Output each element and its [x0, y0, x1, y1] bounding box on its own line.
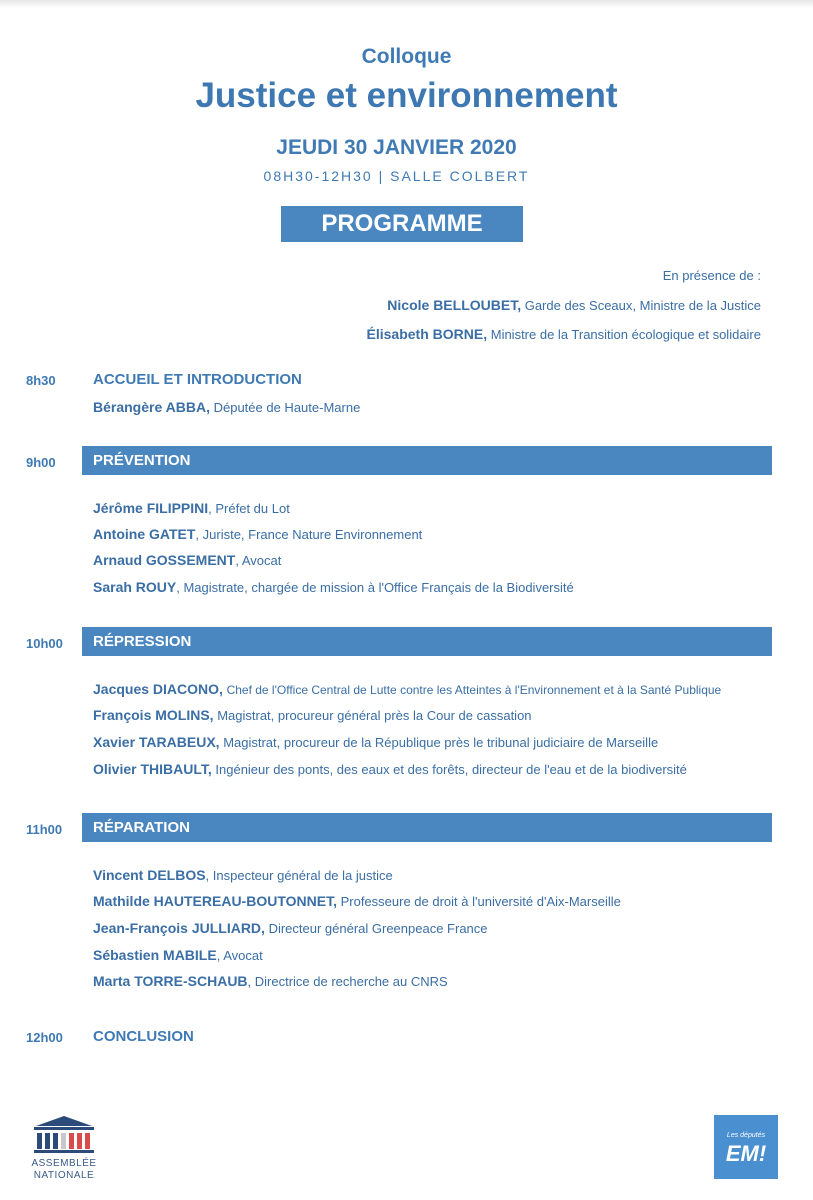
speaker-line: [93, 893, 621, 909]
speaker-name: Arnaud GOSSEMENT: [93, 552, 236, 568]
session-title: ACCUEIL ET INTRODUCTION: [93, 371, 302, 388]
speaker-role: Magistrat, procureur général près la Cour de cassation: [217, 708, 532, 723]
presence-guest: [387, 297, 761, 313]
deputes-em-logo: [714, 1115, 778, 1179]
speaker-role: Députée de Haute-Marne: [213, 400, 361, 415]
speaker-role: Directeur général Greenpeace France: [268, 921, 488, 936]
speaker-name: Antoine GATET: [93, 526, 196, 542]
programme-banner: PROGRAMME: [281, 206, 523, 242]
session-time: 12h00: [26, 1030, 63, 1045]
speaker-role: , Inspecteur général de la justice: [205, 868, 393, 883]
speaker-name: Sarah ROUY: [93, 579, 177, 595]
speaker-name: Olivier THIBAULT,: [93, 761, 212, 777]
speaker-line: [93, 761, 687, 777]
speaker-line: [93, 552, 281, 568]
speaker-role: , Magistrate, chargée de mission à l'Office Français de la Biodiversité: [176, 580, 574, 595]
speaker-name: François MOLINS,: [93, 707, 214, 723]
speaker-role: , Directrice de recherche au CNRS: [247, 974, 448, 989]
session-time: 10h00: [26, 636, 63, 651]
session-header-bar: [82, 813, 772, 842]
base-shape: [34, 1150, 94, 1153]
speaker-name: Jérôme FILIPPINI: [93, 500, 209, 516]
guest-role: Garde des Sceaux, Ministre de la Justice: [524, 298, 761, 313]
speaker-line: [93, 579, 574, 595]
em-logo-big-text: EM!: [725, 1141, 767, 1166]
pediment-shape: [36, 1116, 92, 1126]
session-header-bar: [82, 446, 772, 475]
colloque-label: Colloque: [361, 45, 452, 68]
session-title: RÉPARATION: [93, 819, 190, 836]
speaker-name: Xavier TARABEUX,: [93, 734, 220, 750]
speaker-line: [93, 681, 721, 697]
speaker-name: Jean-François JULLIARD,: [93, 920, 265, 936]
speaker-name: Sébastien MABILE: [93, 947, 217, 963]
speaker-line: [93, 734, 658, 750]
columns-group: [37, 1133, 90, 1149]
speaker-line: [93, 920, 488, 936]
top-edge-shadow: [0, 0, 813, 8]
session-header-bar: [82, 627, 772, 656]
speaker-role: Magistrat, procureur de la République près le tribunal judiciaire de Marseille: [223, 735, 659, 750]
em-logo-small-text: Les députés: [726, 1132, 766, 1139]
presence-intro: En présence de :: [662, 268, 761, 283]
presence-guest: [367, 326, 761, 342]
speaker-role: Professeure de droit à l'université d'Aix-Marseille: [340, 894, 621, 909]
speaker-name: Mathilde HAUTEREAU-BOUTONNET,: [93, 893, 337, 909]
session-title: CONCLUSION: [93, 1028, 194, 1045]
event-time-location: 08H30-12H30 | SALLE COLBERT: [263, 168, 530, 184]
speaker-line: [93, 867, 393, 883]
speaker-line: [93, 973, 448, 989]
speaker-role: , Préfet du Lot: [208, 501, 290, 516]
speaker-role: Chef de l'Office Central de Lutte contre les Atteintes à l'Environnement et à la Santé Publique: [226, 683, 722, 697]
entablature-shape: [34, 1127, 94, 1130]
speaker-name: Vincent DELBOS: [93, 867, 206, 883]
session-title: RÉPRESSION: [93, 633, 192, 650]
guest-role: Ministre de la Transition écologique et solidaire: [490, 327, 761, 342]
session-time: 9h00: [26, 455, 56, 470]
guest-name: Élisabeth BORNE,: [366, 326, 488, 342]
speaker-role: Ingénieur des ponts, des eaux et des forêts, directeur de l'eau et de la biodiversité: [215, 762, 687, 777]
session-time: 8h30: [26, 373, 56, 388]
event-date: JEUDI 30 JANVIER 2020: [276, 136, 517, 159]
page-title: Justice et environnement: [195, 76, 618, 115]
speaker-role: , Avocat: [235, 553, 282, 568]
speaker-role: , Avocat: [216, 948, 263, 963]
session-time: 11h00: [26, 822, 63, 837]
speaker-name: Bérangère ABBA,: [93, 399, 210, 415]
speaker-name: Marta TORRE-SCHAUB: [93, 973, 248, 989]
speaker-line: [93, 500, 290, 516]
speaker-name: Jacques DIACONO,: [93, 681, 223, 697]
speaker-line: [93, 947, 263, 963]
speaker-role: , Juriste, France Nature Environnement: [195, 527, 423, 542]
assemblee-text-line1: ASSEMBLÉE: [31, 1158, 97, 1169]
speaker-line: [93, 399, 360, 415]
guest-name: Nicole BELLOUBET,: [387, 297, 522, 313]
session-title: PRÉVENTION: [93, 452, 191, 469]
assemblee-text-line2: NATIONALE: [33, 1170, 95, 1181]
speaker-line: [93, 526, 422, 542]
speaker-line: [93, 707, 532, 723]
